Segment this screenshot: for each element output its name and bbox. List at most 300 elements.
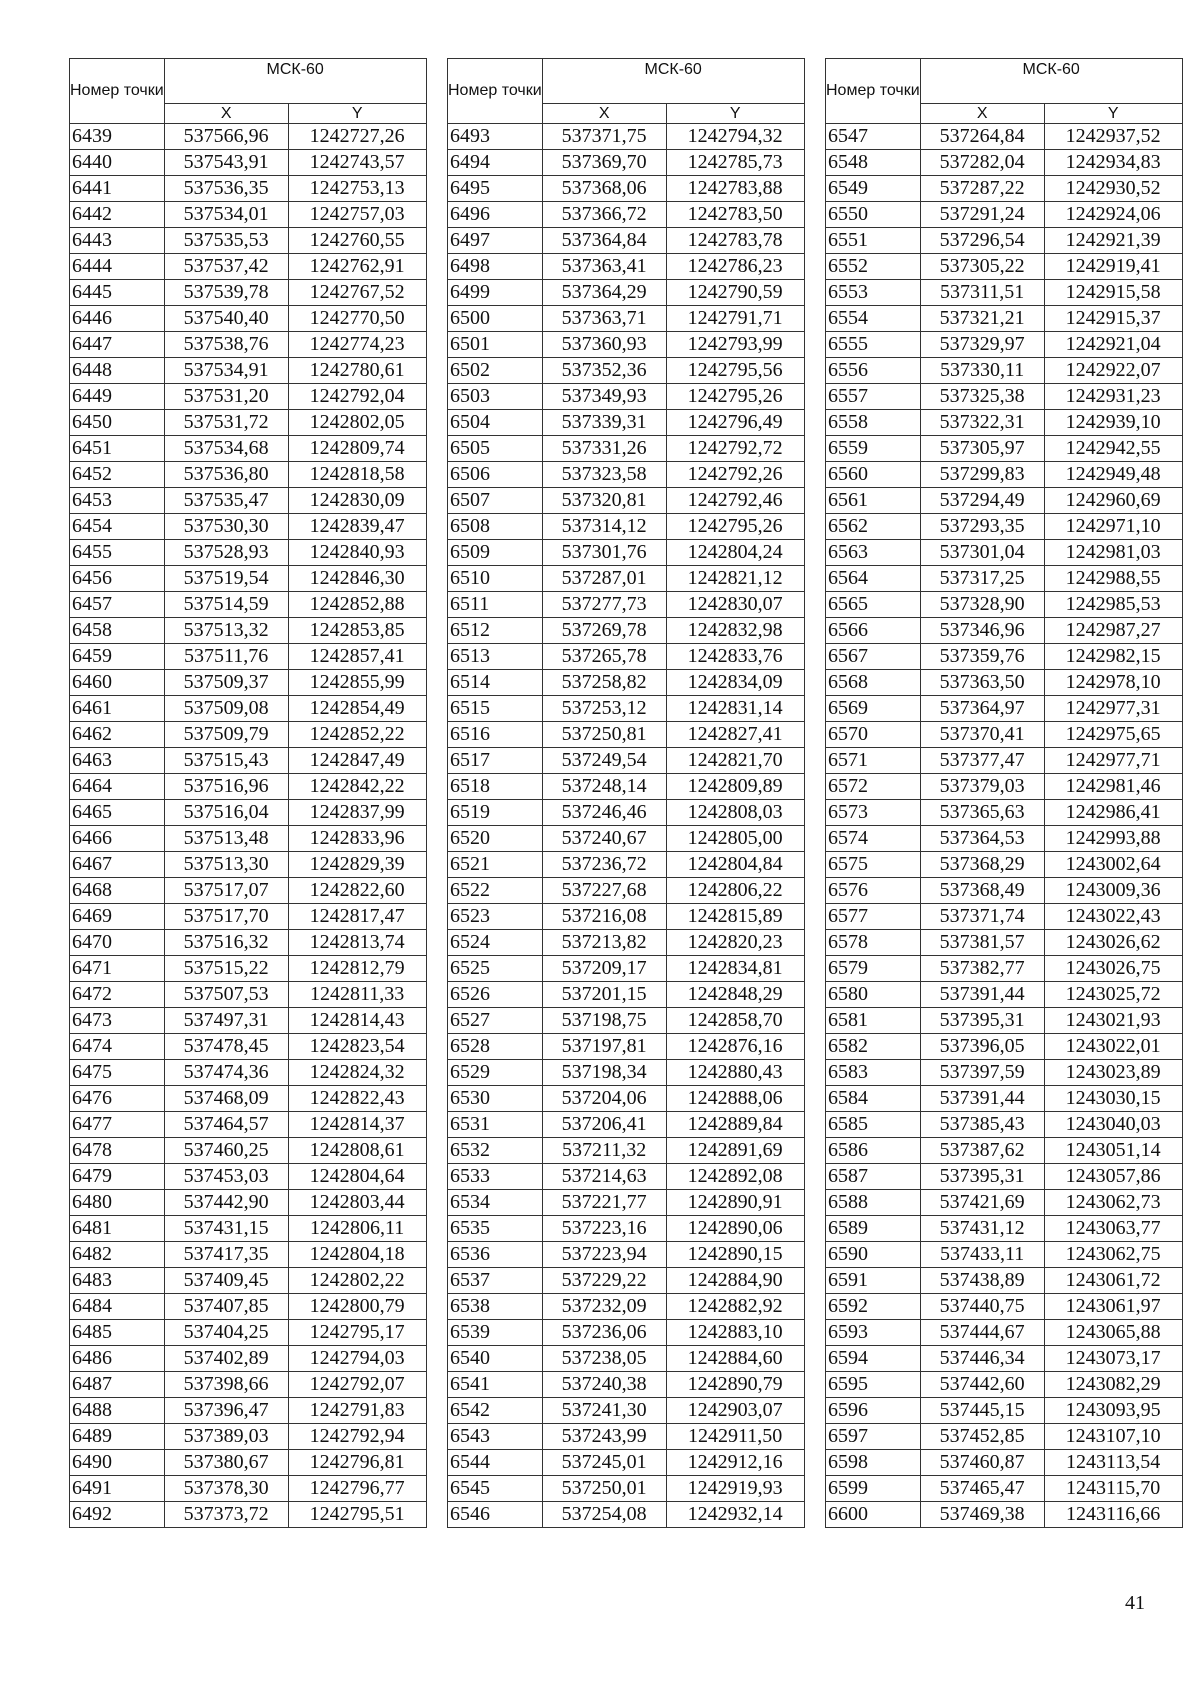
table-row	[70, 774, 427, 800]
point-number-cell: 6495	[448, 176, 543, 202]
x-coordinate-cell: 537535,53	[164, 228, 288, 254]
point-number-cell: 6508	[448, 514, 543, 540]
point-number-cell: 6578	[826, 930, 921, 956]
y-coordinate-cell: 1243115,70	[1044, 1476, 1182, 1502]
y-coordinate-cell: 1242985,53	[1044, 592, 1182, 618]
table-row	[70, 124, 427, 150]
y-coordinate-cell: 1242912,16	[666, 1450, 804, 1476]
point-number-cell: 6562	[826, 514, 921, 540]
table-row	[448, 1242, 805, 1268]
y-coordinate-cell: 1242827,41	[666, 722, 804, 748]
point-number-cell: 6490	[70, 1450, 165, 1476]
point-number-cell: 6571	[826, 748, 921, 774]
y-coordinate-cell: 1242890,91	[666, 1190, 804, 1216]
point-number-cell: 6518	[448, 774, 543, 800]
x-coordinate-cell: 537373,72	[164, 1502, 288, 1528]
table-row	[448, 150, 805, 176]
table-row	[826, 358, 1183, 384]
table-row	[826, 1346, 1183, 1372]
y-coordinate-cell: 1242987,27	[1044, 618, 1182, 644]
point-number-cell: 6556	[826, 358, 921, 384]
y-coordinate-cell: 1242921,39	[1044, 228, 1182, 254]
point-number-cell: 6522	[448, 878, 543, 904]
x-coordinate-cell: 537277,73	[542, 592, 666, 618]
x-coordinate-cell: 537264,84	[920, 124, 1044, 150]
y-coordinate-cell: 1242857,41	[288, 644, 426, 670]
point-number-cell: 6483	[70, 1268, 165, 1294]
table-row	[826, 878, 1183, 904]
x-coordinate-cell: 537395,31	[920, 1164, 1044, 1190]
point-number-cell: 6451	[70, 436, 165, 462]
y-coordinate-cell: 1242833,96	[288, 826, 426, 852]
table-row	[448, 930, 805, 956]
table-row	[826, 1502, 1183, 1528]
table-row	[448, 956, 805, 982]
y-coordinate-cell: 1242753,13	[288, 176, 426, 202]
point-number-cell: 6587	[826, 1164, 921, 1190]
y-coordinate-cell: 1242833,76	[666, 644, 804, 670]
coordinates-table-3	[825, 58, 1183, 1528]
y-coordinate-cell: 1242804,64	[288, 1164, 426, 1190]
y-coordinate-cell: 1242808,61	[288, 1138, 426, 1164]
table-row	[70, 696, 427, 722]
point-number-header: Номер точки	[70, 59, 165, 124]
x-coordinate-cell: 537243,99	[542, 1424, 666, 1450]
y-coordinate-cell: 1242977,31	[1044, 696, 1182, 722]
x-coordinate-cell: 537293,35	[920, 514, 1044, 540]
y-coordinate-cell: 1242795,26	[666, 384, 804, 410]
table-row	[448, 1346, 805, 1372]
y-coordinate-cell: 1243107,10	[1044, 1424, 1182, 1450]
table-row	[826, 306, 1183, 332]
point-number-cell: 6525	[448, 956, 543, 982]
y-coordinate-cell: 1242882,92	[666, 1294, 804, 1320]
table-row	[448, 748, 805, 774]
y-coordinate-cell: 1242792,07	[288, 1372, 426, 1398]
point-number-cell: 6463	[70, 748, 165, 774]
x-coordinate-cell: 537363,41	[542, 254, 666, 280]
x-coordinate-cell: 537442,90	[164, 1190, 288, 1216]
point-number-cell: 6520	[448, 826, 543, 852]
y-header: Y	[666, 104, 804, 124]
y-coordinate-cell: 1242824,32	[288, 1060, 426, 1086]
y-coordinate-cell: 1242981,46	[1044, 774, 1182, 800]
y-coordinate-cell: 1242774,23	[288, 332, 426, 358]
table-row	[826, 254, 1183, 280]
point-number-cell: 6583	[826, 1060, 921, 1086]
table-row	[826, 1450, 1183, 1476]
y-coordinate-cell: 1242847,49	[288, 748, 426, 774]
x-coordinate-cell: 537464,57	[164, 1112, 288, 1138]
point-number-cell: 6594	[826, 1346, 921, 1372]
point-number-cell: 6489	[70, 1424, 165, 1450]
x-coordinate-cell: 537258,82	[542, 670, 666, 696]
x-coordinate-cell: 537368,29	[920, 852, 1044, 878]
x-coordinate-cell: 537387,62	[920, 1138, 1044, 1164]
y-coordinate-cell: 1242880,43	[666, 1060, 804, 1086]
y-coordinate-cell: 1242808,03	[666, 800, 804, 826]
point-number-cell: 6514	[448, 670, 543, 696]
y-coordinate-cell: 1242919,41	[1044, 254, 1182, 280]
point-number-cell: 6598	[826, 1450, 921, 1476]
system-header: МСК-60	[920, 59, 1182, 104]
point-number-cell: 6482	[70, 1242, 165, 1268]
point-number-cell: 6496	[448, 202, 543, 228]
y-coordinate-cell: 1242800,79	[288, 1294, 426, 1320]
x-coordinate-cell: 537241,30	[542, 1398, 666, 1424]
table-row	[826, 228, 1183, 254]
point-number-cell: 6439	[70, 124, 165, 150]
table-row	[448, 592, 805, 618]
point-number-cell: 6452	[70, 462, 165, 488]
table-row	[448, 722, 805, 748]
y-coordinate-cell: 1243061,97	[1044, 1294, 1182, 1320]
y-coordinate-cell: 1243116,66	[1044, 1502, 1182, 1528]
x-coordinate-cell: 537229,22	[542, 1268, 666, 1294]
table-row	[70, 1034, 427, 1060]
x-coordinate-cell: 537287,22	[920, 176, 1044, 202]
table-row	[70, 1502, 427, 1528]
table-row	[448, 1268, 805, 1294]
table-row	[70, 670, 427, 696]
table-row	[70, 1060, 427, 1086]
x-coordinate-cell: 537540,40	[164, 306, 288, 332]
point-number-cell: 6491	[70, 1476, 165, 1502]
x-coordinate-cell: 537517,70	[164, 904, 288, 930]
y-coordinate-cell: 1242818,58	[288, 462, 426, 488]
x-coordinate-cell: 537391,44	[920, 1086, 1044, 1112]
table-row	[448, 1164, 805, 1190]
x-coordinate-cell: 537531,72	[164, 410, 288, 436]
point-number-cell: 6568	[826, 670, 921, 696]
table-row	[448, 488, 805, 514]
x-coordinate-cell: 537537,42	[164, 254, 288, 280]
table-row	[70, 150, 427, 176]
y-coordinate-cell: 1242834,81	[666, 956, 804, 982]
y-coordinate-cell: 1242812,79	[288, 956, 426, 982]
x-coordinate-cell: 537236,06	[542, 1320, 666, 1346]
y-coordinate-cell: 1242892,08	[666, 1164, 804, 1190]
table-row	[70, 1450, 427, 1476]
table-row	[826, 1320, 1183, 1346]
point-number-cell: 6510	[448, 566, 543, 592]
point-number-cell: 6459	[70, 644, 165, 670]
y-coordinate-cell: 1242743,57	[288, 150, 426, 176]
x-coordinate-cell: 537364,97	[920, 696, 1044, 722]
table-row	[826, 1268, 1183, 1294]
point-number-cell: 6566	[826, 618, 921, 644]
y-coordinate-cell: 1242960,69	[1044, 488, 1182, 514]
y-coordinate-cell: 1242814,43	[288, 1008, 426, 1034]
x-coordinate-cell: 537363,50	[920, 670, 1044, 696]
x-coordinate-cell: 537365,63	[920, 800, 1044, 826]
x-coordinate-cell: 537368,49	[920, 878, 1044, 904]
y-coordinate-cell: 1242921,04	[1044, 332, 1182, 358]
x-coordinate-cell: 537396,05	[920, 1034, 1044, 1060]
y-coordinate-cell: 1242981,03	[1044, 540, 1182, 566]
x-coordinate-cell: 537469,38	[920, 1502, 1044, 1528]
table-row	[448, 618, 805, 644]
table-row	[70, 722, 427, 748]
x-coordinate-cell: 537517,07	[164, 878, 288, 904]
y-coordinate-cell: 1242842,22	[288, 774, 426, 800]
table-row	[70, 904, 427, 930]
x-coordinate-cell: 537368,06	[542, 176, 666, 202]
x-coordinate-cell: 537238,05	[542, 1346, 666, 1372]
x-coordinate-cell: 537363,71	[542, 306, 666, 332]
point-number-cell: 6596	[826, 1398, 921, 1424]
point-number-cell: 6519	[448, 800, 543, 826]
y-coordinate-cell: 1242942,55	[1044, 436, 1182, 462]
x-coordinate-cell: 537330,11	[920, 358, 1044, 384]
table-row	[70, 1320, 427, 1346]
table-row	[448, 228, 805, 254]
y-coordinate-cell: 1242794,03	[288, 1346, 426, 1372]
y-coordinate-cell: 1242855,99	[288, 670, 426, 696]
x-coordinate-cell: 537513,32	[164, 618, 288, 644]
table-row	[70, 852, 427, 878]
y-coordinate-cell: 1243057,86	[1044, 1164, 1182, 1190]
table-row	[448, 826, 805, 852]
point-number-cell: 6445	[70, 280, 165, 306]
table-row	[70, 1268, 427, 1294]
x-coordinate-cell: 537245,01	[542, 1450, 666, 1476]
table-row	[70, 488, 427, 514]
table-row	[70, 1190, 427, 1216]
point-number-cell: 6521	[448, 852, 543, 878]
table-row	[826, 540, 1183, 566]
point-number-cell: 6563	[826, 540, 921, 566]
y-coordinate-cell: 1243026,75	[1044, 956, 1182, 982]
y-coordinate-cell: 1242853,85	[288, 618, 426, 644]
y-coordinate-cell: 1242975,65	[1044, 722, 1182, 748]
table-row	[70, 592, 427, 618]
x-coordinate-cell: 537204,06	[542, 1086, 666, 1112]
table-row	[448, 332, 805, 358]
point-number-cell: 6447	[70, 332, 165, 358]
table-row	[826, 748, 1183, 774]
y-coordinate-cell: 1243082,29	[1044, 1372, 1182, 1398]
point-number-cell: 6564	[826, 566, 921, 592]
y-coordinate-cell: 1243009,36	[1044, 878, 1182, 904]
y-coordinate-cell: 1242830,07	[666, 592, 804, 618]
y-coordinate-cell: 1242727,26	[288, 124, 426, 150]
x-coordinate-cell: 537206,41	[542, 1112, 666, 1138]
point-number-cell: 6453	[70, 488, 165, 514]
point-number-cell: 6537	[448, 1268, 543, 1294]
table-row	[826, 852, 1183, 878]
x-coordinate-cell: 537366,72	[542, 202, 666, 228]
x-coordinate-cell: 537377,47	[920, 748, 1044, 774]
y-coordinate-cell: 1242804,24	[666, 540, 804, 566]
point-number-cell: 6550	[826, 202, 921, 228]
x-coordinate-cell: 537223,16	[542, 1216, 666, 1242]
y-coordinate-cell: 1243065,88	[1044, 1320, 1182, 1346]
y-coordinate-cell: 1242783,78	[666, 228, 804, 254]
x-coordinate-cell: 537197,81	[542, 1034, 666, 1060]
table-row	[826, 592, 1183, 618]
point-number-cell: 6560	[826, 462, 921, 488]
x-coordinate-cell: 537250,01	[542, 1476, 666, 1502]
x-coordinate-cell: 537409,45	[164, 1268, 288, 1294]
point-number-cell: 6545	[448, 1476, 543, 1502]
y-header: Y	[1044, 104, 1182, 124]
y-coordinate-cell: 1243073,17	[1044, 1346, 1182, 1372]
x-coordinate-cell: 537364,84	[542, 228, 666, 254]
x-coordinate-cell: 537515,22	[164, 956, 288, 982]
table-row	[448, 800, 805, 826]
y-coordinate-cell: 1242931,23	[1044, 384, 1182, 410]
table-row	[70, 1112, 427, 1138]
x-coordinate-cell: 537438,89	[920, 1268, 1044, 1294]
point-number-cell: 6497	[448, 228, 543, 254]
table-row	[826, 384, 1183, 410]
table-row	[70, 384, 427, 410]
point-number-cell: 6462	[70, 722, 165, 748]
y-coordinate-cell: 1242805,00	[666, 826, 804, 852]
point-number-cell: 6585	[826, 1112, 921, 1138]
y-coordinate-cell: 1242811,33	[288, 982, 426, 1008]
point-number-cell: 6460	[70, 670, 165, 696]
x-coordinate-cell: 537314,12	[542, 514, 666, 540]
x-coordinate-cell: 537349,93	[542, 384, 666, 410]
y-coordinate-cell: 1242890,15	[666, 1242, 804, 1268]
x-coordinate-cell: 537397,59	[920, 1060, 1044, 1086]
point-number-cell: 6507	[448, 488, 543, 514]
x-coordinate-cell: 537371,75	[542, 124, 666, 150]
table-row	[826, 332, 1183, 358]
point-number-cell: 6557	[826, 384, 921, 410]
table-row	[448, 852, 805, 878]
table-row	[70, 462, 427, 488]
x-coordinate-cell: 537431,15	[164, 1216, 288, 1242]
table-row	[826, 618, 1183, 644]
x-coordinate-cell: 537291,24	[920, 202, 1044, 228]
table-row	[826, 436, 1183, 462]
y-coordinate-cell: 1242889,84	[666, 1112, 804, 1138]
table-row	[70, 332, 427, 358]
point-number-cell: 6558	[826, 410, 921, 436]
point-number-cell: 6446	[70, 306, 165, 332]
y-coordinate-cell: 1242804,18	[288, 1242, 426, 1268]
point-number-cell: 6600	[826, 1502, 921, 1528]
point-number-cell: 6573	[826, 800, 921, 826]
point-number-cell: 6552	[826, 254, 921, 280]
point-number-cell: 6549	[826, 176, 921, 202]
x-coordinate-cell: 537339,31	[542, 410, 666, 436]
point-number-cell: 6546	[448, 1502, 543, 1528]
x-coordinate-cell: 537513,30	[164, 852, 288, 878]
y-coordinate-cell: 1243051,14	[1044, 1138, 1182, 1164]
table-row	[826, 982, 1183, 1008]
x-coordinate-cell: 537516,96	[164, 774, 288, 800]
y-coordinate-cell: 1242814,37	[288, 1112, 426, 1138]
coordinates-table-1	[69, 58, 427, 1528]
x-coordinate-cell: 537381,57	[920, 930, 1044, 956]
y-coordinate-cell: 1242792,46	[666, 488, 804, 514]
point-number-cell: 6469	[70, 904, 165, 930]
y-coordinate-cell: 1243022,01	[1044, 1034, 1182, 1060]
x-coordinate-cell: 537442,60	[920, 1372, 1044, 1398]
table-row	[70, 306, 427, 332]
y-coordinate-cell: 1243030,15	[1044, 1086, 1182, 1112]
x-coordinate-cell: 537509,37	[164, 670, 288, 696]
point-number-header: Номер точки	[826, 59, 921, 124]
table-row	[826, 1164, 1183, 1190]
x-coordinate-cell: 537287,01	[542, 566, 666, 592]
y-coordinate-cell: 1242796,77	[288, 1476, 426, 1502]
x-coordinate-cell: 537240,38	[542, 1372, 666, 1398]
y-coordinate-cell: 1242770,50	[288, 306, 426, 332]
table-row	[826, 826, 1183, 852]
point-number-cell: 6488	[70, 1398, 165, 1424]
table-row	[448, 1320, 805, 1346]
y-coordinate-cell: 1243026,62	[1044, 930, 1182, 956]
system-header: МСК-60	[164, 59, 426, 104]
point-number-cell: 6450	[70, 410, 165, 436]
x-header: X	[164, 104, 288, 124]
point-number-cell: 6468	[70, 878, 165, 904]
y-coordinate-cell: 1242982,15	[1044, 644, 1182, 670]
table-row	[826, 488, 1183, 514]
x-coordinate-cell: 537223,94	[542, 1242, 666, 1268]
point-number-cell: 6584	[826, 1086, 921, 1112]
table-row	[70, 1346, 427, 1372]
y-coordinate-cell: 1242822,60	[288, 878, 426, 904]
table-row	[70, 800, 427, 826]
point-number-cell: 6577	[826, 904, 921, 930]
y-coordinate-cell: 1242848,29	[666, 982, 804, 1008]
point-number-cell: 6499	[448, 280, 543, 306]
x-coordinate-cell: 537536,35	[164, 176, 288, 202]
table-row	[70, 1216, 427, 1242]
table-row	[448, 644, 805, 670]
x-coordinate-cell: 537431,12	[920, 1216, 1044, 1242]
point-number-cell: 6531	[448, 1112, 543, 1138]
table-row	[70, 436, 427, 462]
y-coordinate-cell: 1242884,60	[666, 1346, 804, 1372]
y-coordinate-cell: 1242919,93	[666, 1476, 804, 1502]
point-number-cell: 6593	[826, 1320, 921, 1346]
y-coordinate-cell: 1242934,83	[1044, 150, 1182, 176]
point-number-cell: 6516	[448, 722, 543, 748]
table-row	[70, 514, 427, 540]
y-coordinate-cell: 1242794,32	[666, 124, 804, 150]
system-header: МСК-60	[542, 59, 804, 104]
table-row	[70, 254, 427, 280]
x-coordinate-cell: 537211,32	[542, 1138, 666, 1164]
coordinates-table-2	[447, 58, 805, 1528]
table-row	[448, 1190, 805, 1216]
x-coordinate-cell: 537216,08	[542, 904, 666, 930]
table-row	[826, 176, 1183, 202]
table-row	[826, 1294, 1183, 1320]
y-coordinate-cell: 1242823,54	[288, 1034, 426, 1060]
point-number-cell: 6535	[448, 1216, 543, 1242]
x-coordinate-cell: 537250,81	[542, 722, 666, 748]
point-number-cell: 6574	[826, 826, 921, 852]
y-coordinate-cell: 1242815,89	[666, 904, 804, 930]
point-number-cell: 6570	[826, 722, 921, 748]
y-coordinate-cell: 1242890,06	[666, 1216, 804, 1242]
x-coordinate-cell: 537269,78	[542, 618, 666, 644]
point-number-cell: 6448	[70, 358, 165, 384]
y-coordinate-cell: 1242790,59	[666, 280, 804, 306]
point-number-cell: 6536	[448, 1242, 543, 1268]
y-header: Y	[288, 104, 426, 124]
table-row	[448, 1034, 805, 1060]
table-row	[826, 124, 1183, 150]
